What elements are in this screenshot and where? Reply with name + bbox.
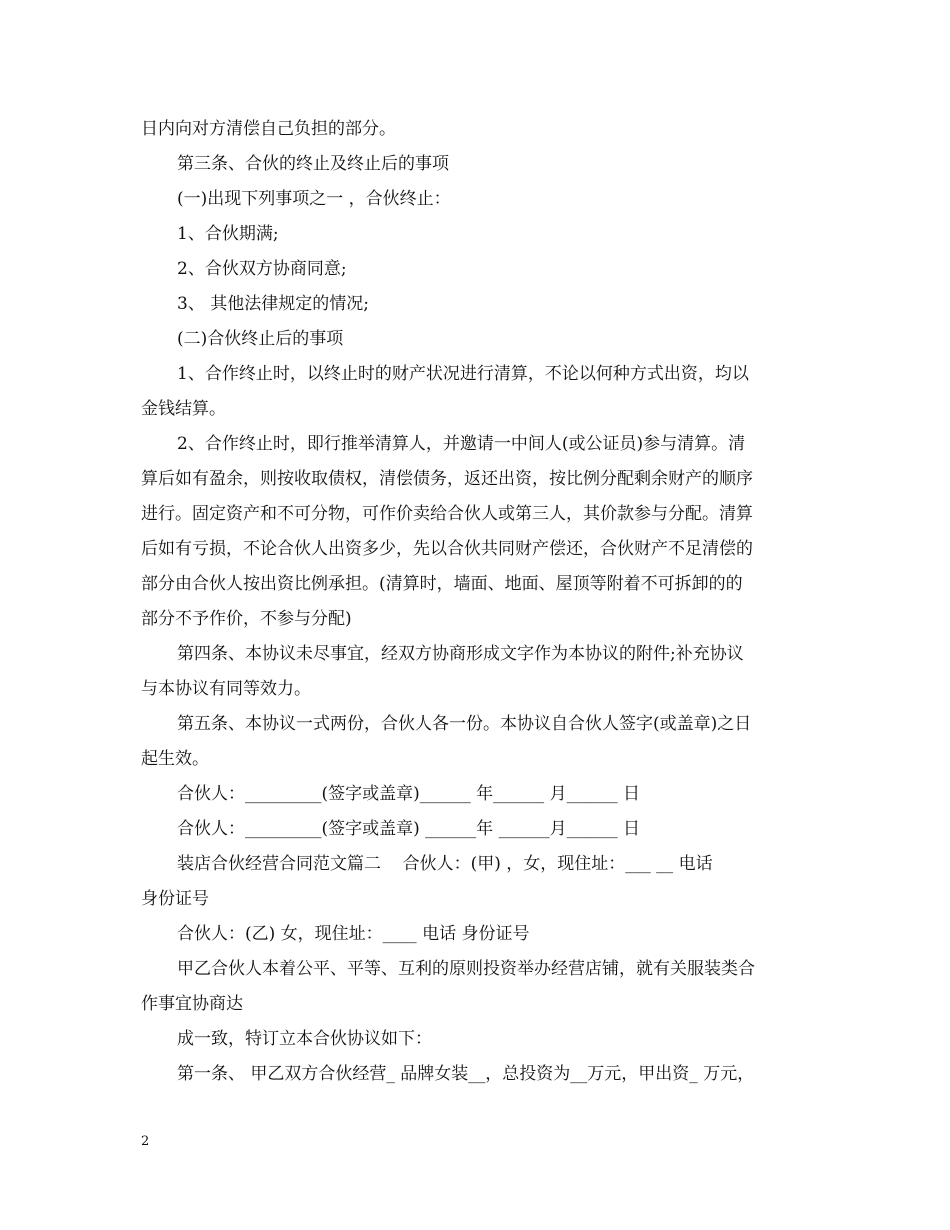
signature-line: 合伙人：_________(签字或盖章) ______年 ______月______ 日 [177,819,640,839]
text-line: 合伙人：(乙) 女，现住址：____ 电话 身份证号 [177,924,530,944]
text-line: 后如有亏损，不论合伙人出资多少，先以合伙共同财产偿还，合伙财产不足清偿的 [141,539,753,559]
text-line: 与本协议有同等效力。 [141,679,311,699]
text-line: 算后如有盈余，则按收取债权，清偿债务，返还出资，按比例分配剩余财产的顺序 [141,469,753,489]
text-line: 身份证号 [141,889,209,909]
signature-line: 合伙人：_________(签字或盖章)______ 年______ 月______ 日 [177,784,640,804]
text-line: 装店合伙经营合同范文篇二 合伙人：(甲) ，女，现住址：___ __ 电话 [177,854,713,874]
list-item: 1、合作终止时，以终止时的财产状况进行清算，不论以何种方式出资，均以 [177,364,749,384]
text-line: (二)合伙终止后的事项 [177,329,344,349]
text-line: 部分不予作价，不参与分配) [141,609,352,629]
clause-heading: 第五条、本协议一式两份，合伙人各一份。本协议自合伙人签字(或盖章)之日 [177,714,752,734]
text-line: 日内向对方清偿自己负担的部分。 [141,119,396,139]
text-line: 金钱结算。 [141,399,226,419]
text-line: 作事宜协商达 [141,994,243,1014]
clause-heading: 第四条、本协议未尽事宜，经双方协商形成文字作为本协议的附件;补充协议 [177,644,744,664]
text-line: (一)出现下列事项之一 ，合伙终止： [177,189,451,209]
page-number: 2 [141,1134,150,1149]
text-line: 成一致，特订立本合伙协议如下： [177,1029,432,1049]
list-item: 3、 其他法律规定的情况; [177,294,369,314]
list-item: 2、合作终止时，即行推举清算人，并邀请一中间人(或公证员)参与清算。清 [177,434,746,454]
clause-heading: 第一条、 甲乙双方合伙经营_ 品牌女装__，总投资为__万元，甲出资_ 万元， [177,1064,755,1084]
clause-heading: 第三条、合伙的终止及终止后的事项 [177,154,449,174]
text-line: 部分由合伙人按出资比例承担。(清算时，墙面、地面、屋顶等附着不可拆卸的的 [141,574,743,594]
text-line: 进行。固定资产和不可分物，可作价卖给合伙人或第三人，其价款参与分配。清算 [141,504,753,524]
list-item: 2、合伙双方协商同意; [177,259,347,279]
text-line: 甲乙合伙人本着公平、平等、互利的原则投资举办经营店铺，就有关服装类合 [177,959,755,979]
document-body [141,112,811,1092]
text-line: 起生效。 [141,749,209,769]
list-item: 1、合伙期满; [177,224,279,244]
